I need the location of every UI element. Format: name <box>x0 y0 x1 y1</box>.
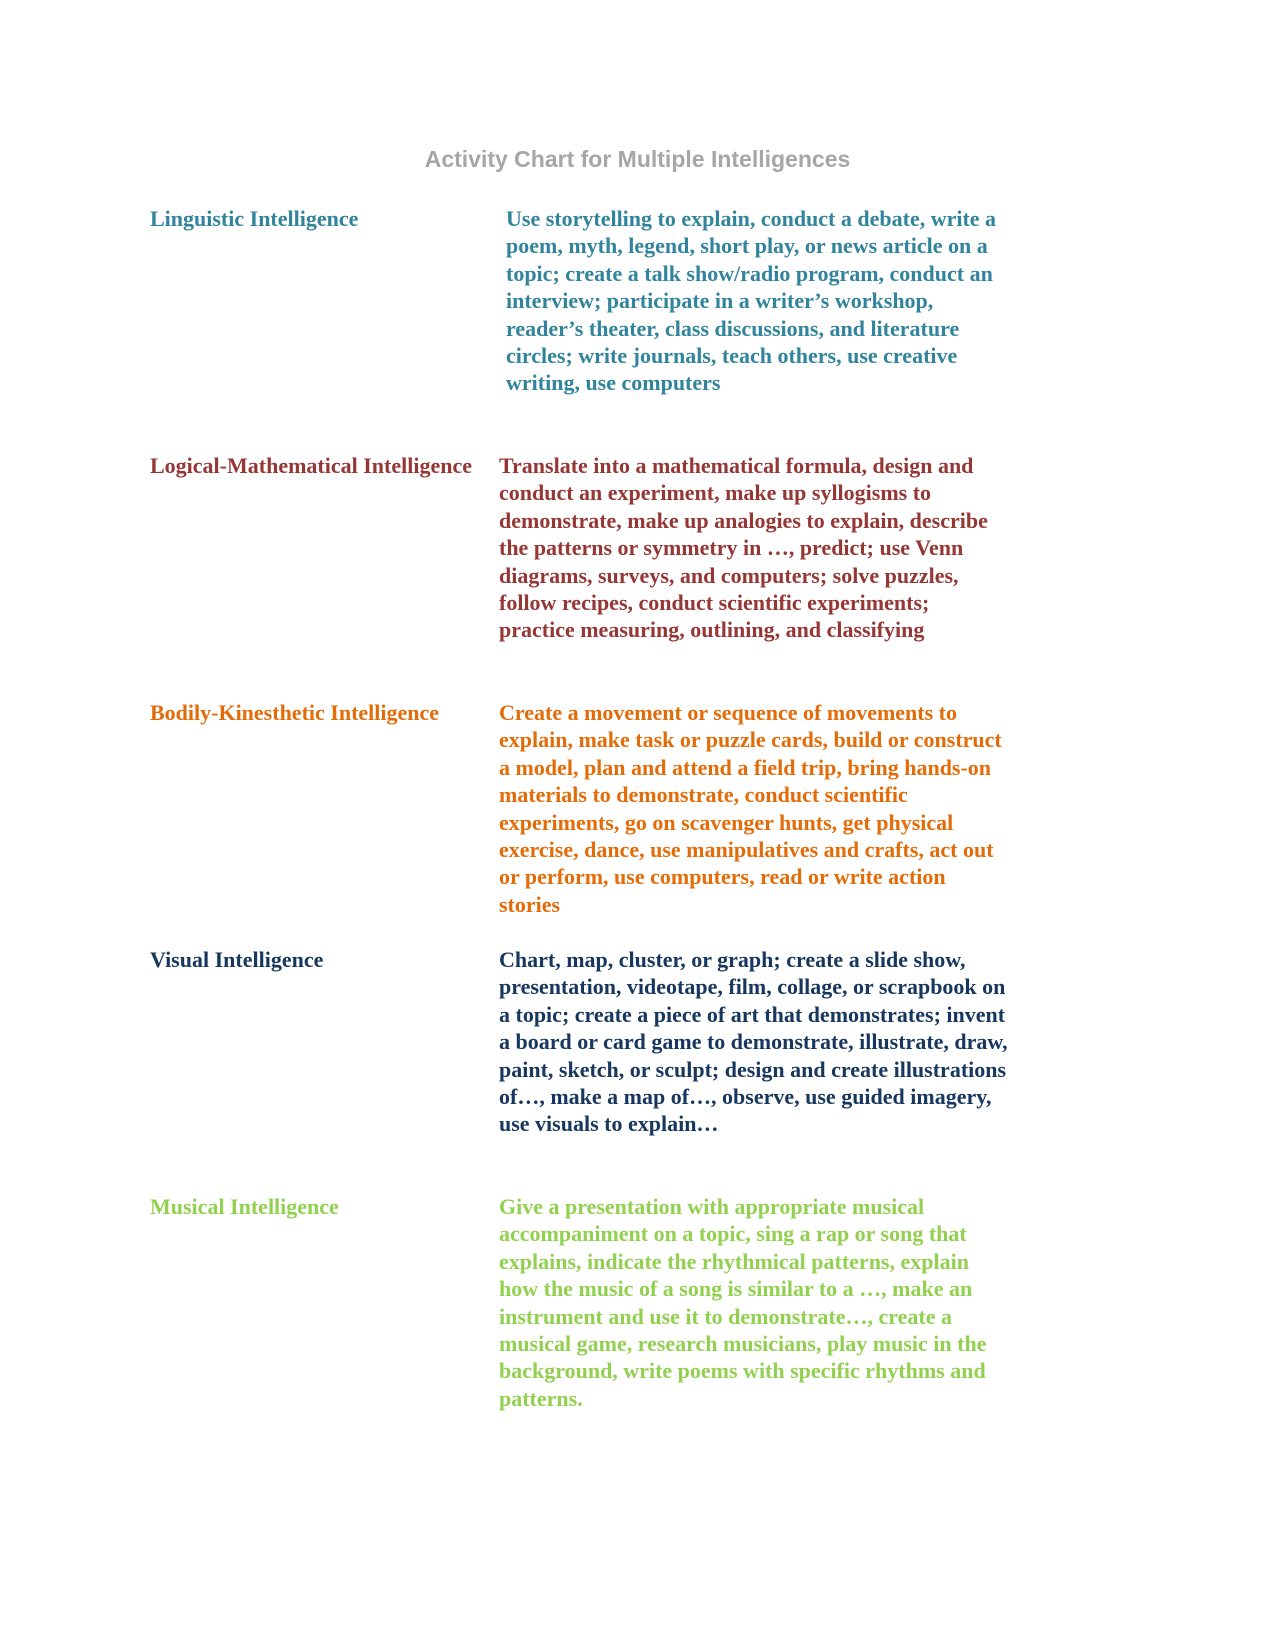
intelligence-activities: Chart, map, cluster, or graph; create a slide show, presentation, videotape, film, collage, or scrapbook on a topic; create a piece of art that demonstrates; invent a board or card game to demonstrate, illustrate, draw, paint, sketch, or sculpt; design and create illustrations of…, make a map of…, observe, use guided imagery, use visuals to explain… <box>499 947 1008 1137</box>
intelligence-activities: Give a presentation with appropriate musical accompaniment on a topic, sing a rap or song that explains, indicate the rhythmical patterns, explain how the music of a song is similar to a …, make an instrument and use it to demonstrate…, create a musical game, research musicians, play music in the background, write poems with specific rhythms and patterns. <box>499 1194 987 1411</box>
intelligence-activities: Create a movement or sequence of movements to explain, make task or puzzle cards, build or construct a model, plan and attend a field trip, bring hands-on materials to demonstrate, conduct scientific experiments, go on scavenger hunts, get physical exercise, dance, use manipulatives and crafts, act out or perform, use computers, read or write action stories <box>499 700 1002 917</box>
intelligence-label: Linguistic Intelligence <box>150 206 359 231</box>
intelligence-label: Musical Intelligence <box>150 1194 339 1219</box>
intelligence-activities: Translate into a mathematical formula, design and conduct an experiment, make up syllogisms to demonstrate, make up analogies to explain, describe the patterns or symmetry in …, predict; use Venn diagrams, surveys, and computers; solve puzzles, follow recipes, conduct scientific experiments; practice measuring, outlining, and classifying <box>499 453 988 643</box>
intelligence-label: Logical-Mathematical Intelligence <box>150 453 472 478</box>
document-title: Activity Chart for Multiple Intelligences <box>424 146 851 172</box>
intelligence-label: Bodily-Kinesthetic Intelligence <box>150 700 440 725</box>
intelligence-label: Visual Intelligence <box>150 947 324 972</box>
intelligence-activities: Use storytelling to explain, conduct a debate, write a poem, myth, legend, short play, or news article on a topic; create a talk show/radio program, conduct an interview; participate in a writer’s workshop, reader’s theater, class discussions, and literature circles; write journals, teach others, use creative writing, use computers <box>506 206 997 396</box>
